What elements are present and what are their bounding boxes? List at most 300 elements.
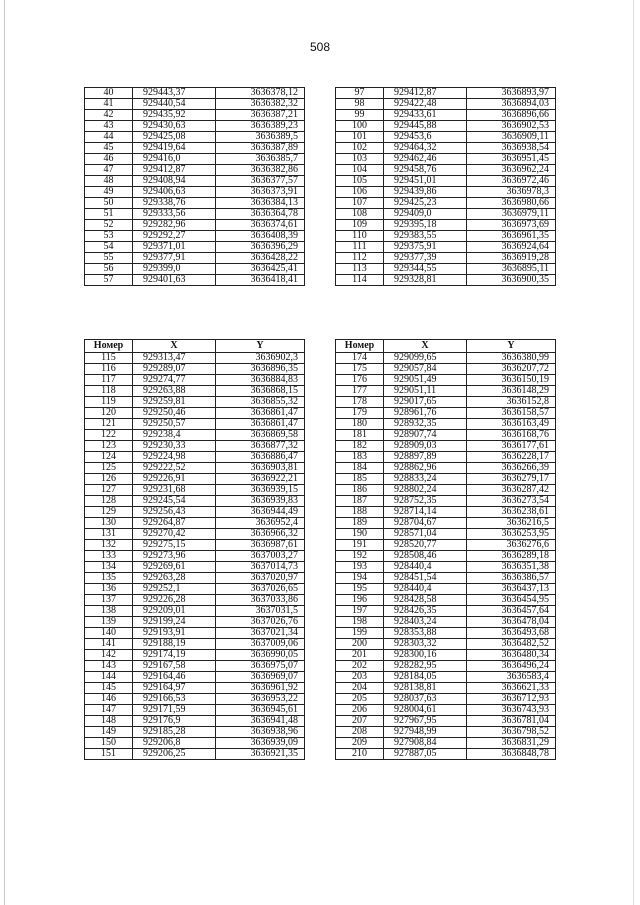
x-coordinate: 929425,23 [384,198,467,209]
x-coordinate: 929375,91 [384,242,467,253]
y-coordinate: 3637014,73 [216,562,305,573]
y-coordinate: 3636425,41 [216,264,305,275]
table-row [336,441,556,452]
y-coordinate: 3636973,69 [467,220,556,231]
x-coordinate: 929445,88 [384,121,467,132]
point-number: 114 [336,275,384,286]
y-coordinate: 3636177,61 [467,441,556,452]
x-coordinate: 929226,91 [133,474,216,485]
y-coordinate: 3636939,15 [216,485,305,496]
x-coordinate: 928282,95 [384,661,467,672]
table-row [336,231,556,242]
point-number: 102 [336,143,384,154]
y-coordinate: 3636938,96 [216,727,305,738]
y-coordinate: 3636289,18 [467,551,556,562]
y-coordinate: 3636384,13 [216,198,305,209]
table-row [85,231,305,242]
y-coordinate: 3636896,35 [216,364,305,375]
point-number: 193 [336,562,384,573]
y-coordinate: 3636418,41 [216,275,305,286]
table-row [336,253,556,264]
y-coordinate: 3636972,46 [467,176,556,187]
y-coordinate: 3636287,42 [467,485,556,496]
point-number: 130 [85,518,133,529]
point-number: 43 [85,121,133,132]
table-row [85,143,305,154]
point-number: 143 [85,661,133,672]
table-row [336,209,556,220]
point-number: 126 [85,474,133,485]
point-number: 133 [85,551,133,562]
point-number: 146 [85,694,133,705]
table-row [85,705,305,716]
point-number: 205 [336,694,384,705]
x-coordinate: 929383,55 [384,231,467,242]
y-coordinate: 3636389,23 [216,121,305,132]
x-coordinate: 929399,0 [133,264,216,275]
point-number: 41 [85,99,133,110]
y-coordinate: 3636900,35 [467,275,556,286]
table-row [85,661,305,672]
y-coordinate: 3636941,48 [216,716,305,727]
table-row [336,121,556,132]
x-coordinate: 929245,54 [133,496,216,507]
y-coordinate: 3636848,78 [467,749,556,760]
table-row [85,275,305,286]
y-coordinate: 3636781,04 [467,716,556,727]
y-coordinate: 3636861,47 [216,419,305,430]
x-coordinate: 929273,96 [133,551,216,562]
y-coordinate: 3636966,32 [216,529,305,540]
y-coordinate: 3636953,22 [216,694,305,705]
x-coordinate: 929230,33 [133,441,216,452]
table-row [85,727,305,738]
point-number: 144 [85,672,133,683]
x-coordinate: 928897,89 [384,452,467,463]
y-coordinate: 3636380,99 [467,353,556,364]
x-coordinate: 929406,63 [133,187,216,198]
x-coordinate: 928508,46 [384,551,467,562]
point-number: 151 [85,749,133,760]
point-number: 197 [336,606,384,617]
x-coordinate: 929193,91 [133,628,216,639]
table-row [85,683,305,694]
point-number: 191 [336,540,384,551]
y-coordinate: 3636163,49 [467,419,556,430]
y-coordinate: 3636980,66 [467,198,556,209]
y-coordinate: 3636886,47 [216,452,305,463]
y-coordinate: 3636152,8 [467,397,556,408]
x-coordinate: 927908,84 [384,738,467,749]
table-row [85,242,305,253]
y-coordinate: 3636351,38 [467,562,556,573]
x-coordinate: 929458,76 [384,165,467,176]
x-coordinate: 928353,88 [384,628,467,639]
x-coordinate: 929453,6 [384,132,467,143]
x-coordinate: 929188,19 [133,639,216,650]
point-number: 177 [336,386,384,397]
table-row [85,99,305,110]
x-coordinate: 929425,08 [133,132,216,143]
point-number: 180 [336,419,384,430]
table-row [85,419,305,430]
table-row [85,165,305,176]
table-row [336,220,556,231]
table-row [336,176,556,187]
y-coordinate: 3636921,35 [216,749,305,760]
y-coordinate: 3636893,97 [467,88,556,99]
table-row [85,529,305,540]
x-coordinate: 929259,81 [133,397,216,408]
point-number: 210 [336,749,384,760]
table-row [85,132,305,143]
table-row [85,198,305,209]
table-row [85,716,305,727]
coordinates-table-bottom-left [84,339,305,760]
y-coordinate: 3637026,76 [216,617,305,628]
y-coordinate: 3636373,91 [216,187,305,198]
y-coordinate: 3636374,61 [216,220,305,231]
y-coordinate: 3636408,39 [216,231,305,242]
x-coordinate: 929371,01 [133,242,216,253]
point-number: 40 [85,88,133,99]
point-number: 103 [336,154,384,165]
y-coordinate: 3636868,15 [216,386,305,397]
point-number: 108 [336,209,384,220]
point-number: 135 [85,573,133,584]
coordinates-table-top-left [84,87,305,286]
x-coordinate: 928426,35 [384,606,467,617]
y-coordinate: 3636478,04 [467,617,556,628]
x-coordinate: 929270,42 [133,529,216,540]
point-number: 179 [336,408,384,419]
point-number: 178 [336,397,384,408]
table-row [336,507,556,518]
x-coordinate: 929412,87 [133,165,216,176]
point-number: 97 [336,88,384,99]
point-number: 201 [336,650,384,661]
column-header-x: X [384,340,467,353]
x-coordinate: 928802,24 [384,485,467,496]
point-number: 127 [85,485,133,496]
table-row [336,198,556,209]
x-coordinate: 929409,0 [384,209,467,220]
y-coordinate: 3636158,57 [467,408,556,419]
x-coordinate: 929263,28 [133,573,216,584]
table-row [336,661,556,672]
x-coordinate: 928403,24 [384,617,467,628]
x-coordinate: 929274,77 [133,375,216,386]
point-number: 99 [336,110,384,121]
y-coordinate: 3636238,61 [467,507,556,518]
x-coordinate: 929051,11 [384,386,467,397]
y-coordinate: 3636944,49 [216,507,305,518]
x-coordinate: 929250,46 [133,408,216,419]
coordinates-table-bottom-right [335,339,556,760]
point-number: 196 [336,595,384,606]
y-coordinate: 3636148,29 [467,386,556,397]
y-coordinate: 3636919,28 [467,253,556,264]
point-number: 125 [85,463,133,474]
table-row [336,716,556,727]
y-coordinate: 3636895,11 [467,264,556,275]
point-number: 145 [85,683,133,694]
table-row [336,242,556,253]
table-row [336,364,556,375]
x-coordinate: 928037,63 [384,694,467,705]
table-row [336,353,556,364]
column-header-num: Номер [336,340,384,353]
x-coordinate: 927948,99 [384,727,467,738]
y-coordinate: 3636253,95 [467,529,556,540]
scan-left-edge [4,0,5,905]
point-number: 132 [85,540,133,551]
coordinates-table-top-right [335,87,556,286]
point-number: 206 [336,705,384,716]
table-row [85,209,305,220]
x-coordinate: 929408,94 [133,176,216,187]
table-row [336,606,556,617]
point-number: 186 [336,485,384,496]
table-row [85,496,305,507]
x-coordinate: 928961,76 [384,408,467,419]
table-row [336,264,556,275]
y-coordinate: 3636922,21 [216,474,305,485]
point-number: 50 [85,198,133,209]
x-coordinate: 929185,28 [133,727,216,738]
table-row [85,220,305,231]
table-row [336,187,556,198]
table-row [85,518,305,529]
x-coordinate: 929395,18 [384,220,467,231]
x-coordinate: 929464,32 [384,143,467,154]
x-coordinate: 929435,92 [133,110,216,121]
y-coordinate: 3636861,47 [216,408,305,419]
point-number: 136 [85,584,133,595]
x-coordinate: 928184,05 [384,672,467,683]
table-row [336,573,556,584]
table-row [85,595,305,606]
x-coordinate: 929282,96 [133,220,216,231]
table-row [85,551,305,562]
x-coordinate: 929164,97 [133,683,216,694]
table-row [336,551,556,562]
y-coordinate: 3636621,33 [467,683,556,694]
x-coordinate: 929167,58 [133,661,216,672]
table-row [336,463,556,474]
x-coordinate: 929176,9 [133,716,216,727]
table-row [336,408,556,419]
table-row [336,430,556,441]
y-coordinate: 3636979,11 [467,209,556,220]
y-coordinate: 3636382,32 [216,99,305,110]
y-coordinate: 3637020,97 [216,573,305,584]
point-number: 51 [85,209,133,220]
point-number: 53 [85,231,133,242]
page-number: 508 [309,40,331,54]
table-row [85,617,305,628]
table-row [85,485,305,496]
y-coordinate: 3637003,27 [216,551,305,562]
y-coordinate: 3636978,3 [467,187,556,198]
point-number: 105 [336,176,384,187]
y-coordinate: 3636902,3 [216,353,305,364]
x-coordinate: 929164,46 [133,672,216,683]
table-row [336,99,556,110]
y-coordinate: 3637021,34 [216,628,305,639]
y-coordinate: 3636364,78 [216,209,305,220]
point-number: 148 [85,716,133,727]
x-coordinate: 928300,16 [384,650,467,661]
y-coordinate: 3636939,83 [216,496,305,507]
table-row [336,650,556,661]
table-row [336,474,556,485]
point-number: 138 [85,606,133,617]
table-row [336,375,556,386]
y-coordinate: 3636276,6 [467,540,556,551]
y-coordinate: 3636712,93 [467,694,556,705]
table-row [85,573,305,584]
y-coordinate: 3636583,4 [467,672,556,683]
y-coordinate: 3636382,86 [216,165,305,176]
table-row [336,584,556,595]
table-row [85,408,305,419]
point-number: 175 [336,364,384,375]
point-number: 123 [85,441,133,452]
x-coordinate: 928520,77 [384,540,467,551]
y-coordinate: 3636884,83 [216,375,305,386]
point-number: 100 [336,121,384,132]
point-number: 207 [336,716,384,727]
point-number: 119 [85,397,133,408]
point-number: 110 [336,231,384,242]
table-row [336,595,556,606]
table-row [336,496,556,507]
point-number: 195 [336,584,384,595]
point-number: 209 [336,738,384,749]
y-coordinate: 3636457,64 [467,606,556,617]
x-coordinate: 929338,76 [133,198,216,209]
x-coordinate: 929289,07 [133,364,216,375]
table-header-row [85,340,305,353]
point-number: 113 [336,264,384,275]
point-number: 203 [336,672,384,683]
point-number: 147 [85,705,133,716]
table-row [336,485,556,496]
table-row [85,110,305,121]
x-coordinate: 929209,01 [133,606,216,617]
x-coordinate: 928138,81 [384,683,467,694]
table-row [85,253,305,264]
x-coordinate: 929226,28 [133,595,216,606]
table-row [85,121,305,132]
x-coordinate: 928440,4 [384,562,467,573]
point-number: 104 [336,165,384,176]
point-number: 122 [85,430,133,441]
x-coordinate: 929443,37 [133,88,216,99]
point-number: 107 [336,198,384,209]
y-coordinate: 3636428,22 [216,253,305,264]
point-number: 137 [85,595,133,606]
table-row [336,540,556,551]
y-coordinate: 3636902,53 [467,121,556,132]
table-row [85,584,305,595]
point-number: 198 [336,617,384,628]
point-number: 176 [336,375,384,386]
point-number: 149 [85,727,133,738]
x-coordinate: 929250,57 [133,419,216,430]
y-coordinate: 3636896,66 [467,110,556,121]
point-number: 150 [85,738,133,749]
point-number: 141 [85,639,133,650]
table-row [336,683,556,694]
point-number: 120 [85,408,133,419]
point-number: 174 [336,353,384,364]
y-coordinate: 3636952,4 [216,518,305,529]
table-row [336,694,556,705]
x-coordinate: 929328,81 [384,275,467,286]
x-coordinate: 929433,61 [384,110,467,121]
point-number: 106 [336,187,384,198]
y-coordinate: 3637033,86 [216,595,305,606]
y-coordinate: 3636909,11 [467,132,556,143]
table-row [85,672,305,683]
x-coordinate: 929275,15 [133,540,216,551]
y-coordinate: 3636216,5 [467,518,556,529]
x-coordinate: 928704,67 [384,518,467,529]
x-coordinate: 929171,59 [133,705,216,716]
column-header-num: Номер [85,340,133,353]
point-number: 183 [336,452,384,463]
x-coordinate: 929017,65 [384,397,467,408]
column-header-x: X [133,340,216,353]
x-coordinate: 929419,64 [133,143,216,154]
y-coordinate: 3636385,7 [216,154,305,165]
point-number: 44 [85,132,133,143]
x-coordinate: 929377,39 [384,253,467,264]
x-coordinate: 928862,96 [384,463,467,474]
table-row [336,154,556,165]
table-row [85,738,305,749]
table-row [85,397,305,408]
y-coordinate: 3636831,29 [467,738,556,749]
table-row [85,430,305,441]
y-coordinate: 3636228,17 [467,452,556,463]
point-number: 189 [336,518,384,529]
x-coordinate: 929439,86 [384,187,467,198]
y-coordinate: 3636969,07 [216,672,305,683]
x-coordinate: 928440,4 [384,584,467,595]
point-number: 109 [336,220,384,231]
y-coordinate: 3636877,32 [216,441,305,452]
table-row [336,518,556,529]
table-row [85,88,305,99]
x-coordinate: 929238,4 [133,430,216,441]
table-row [336,617,556,628]
x-coordinate: 929222,52 [133,463,216,474]
y-coordinate: 3636387,89 [216,143,305,154]
y-coordinate: 3636975,07 [216,661,305,672]
x-coordinate: 929051,49 [384,375,467,386]
point-number: 46 [85,154,133,165]
y-coordinate: 3636798,52 [467,727,556,738]
y-coordinate: 3636389,5 [216,132,305,143]
y-coordinate: 3636894,03 [467,99,556,110]
table-row [336,110,556,121]
x-coordinate: 929344,55 [384,264,467,275]
table-row [336,419,556,430]
point-number: 131 [85,529,133,540]
